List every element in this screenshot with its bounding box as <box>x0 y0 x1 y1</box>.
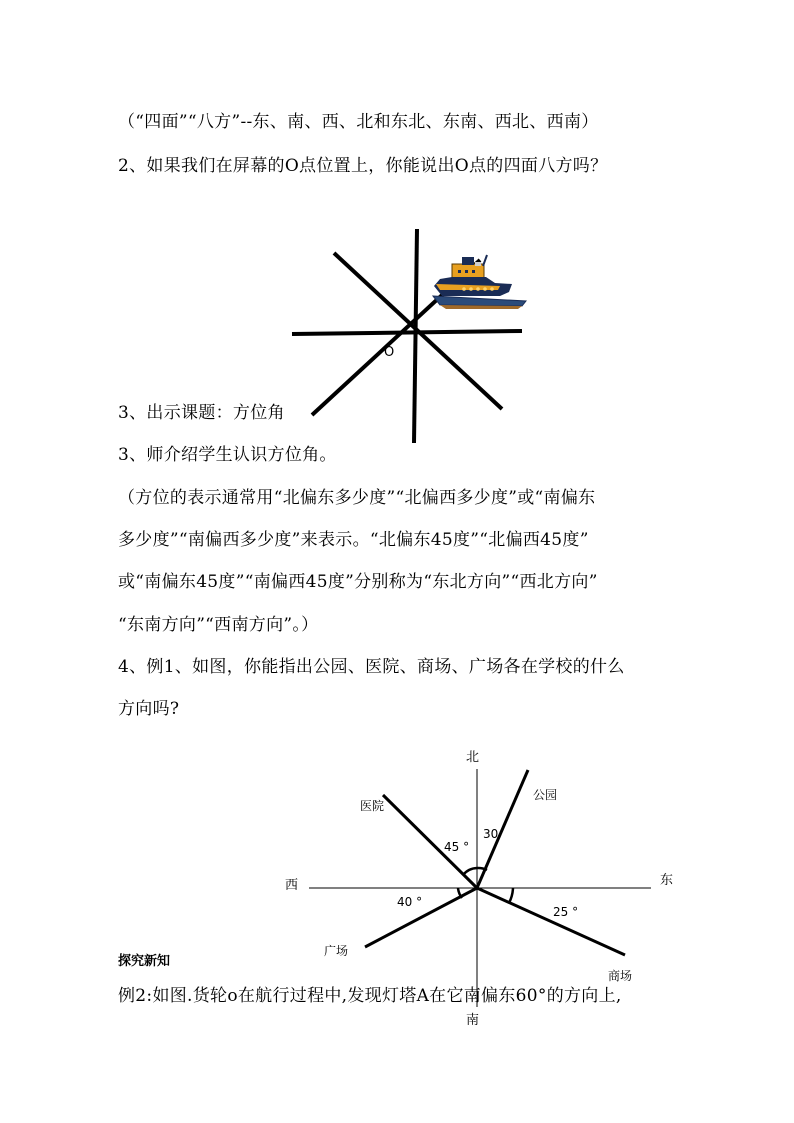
text-line-explain-4: “东南方向”“西南方向”。） <box>118 615 319 635</box>
plaza-label: 广场 <box>324 944 349 958</box>
text-line-topic: 3、出示课题：方位角 <box>118 403 285 423</box>
text-line-intro: 3、师介绍学生认识方位角。 <box>118 445 337 465</box>
angle-arc-hospital <box>463 868 477 875</box>
east-label: 东 <box>660 873 674 888</box>
north-label: 北 <box>466 750 480 765</box>
angle-label-mall: 25 ° <box>553 905 579 919</box>
text-line-question-2: 2、如果我们在屏幕的O点位置上，你能说出O点的四面八方吗？ <box>118 156 608 176</box>
angle-label-park: 30 <box>483 827 499 841</box>
angle-arc-park <box>477 868 487 870</box>
west-label: 西 <box>285 878 299 893</box>
text-line-explain-2: 多少度”“南偏西多少度”来表示。“北偏东45度”“北偏西45度” <box>118 530 589 550</box>
park-label: 公园 <box>533 788 558 802</box>
origin-label: O <box>384 345 395 360</box>
angle-label-plaza: 40 ° <box>397 895 423 909</box>
south-label: 南 <box>466 1013 480 1028</box>
text-line-explain-1: （方位的表示通常用“北偏东多少度”“北偏西多少度”或“南偏东 <box>118 488 596 508</box>
text-line-example-1: 4、例1、如图，你能指出公园、医院、商场、广场各在学校的什么 <box>118 657 625 677</box>
text-line-directions: （“四面”“八方”--东、南、西、北和东北、东南、西北、西南） <box>118 112 599 132</box>
text-line-example-1b: 方向吗? <box>118 699 180 719</box>
angle-label-hospital: 45 ° <box>444 840 470 854</box>
hospital-label: 医院 <box>360 799 385 813</box>
section-heading: 探究新知 <box>118 954 171 969</box>
mall-label: 商场 <box>608 969 633 983</box>
mall-ray <box>477 888 625 955</box>
text-line-example-2: 例2:如图.货轮o在航行过程中,发现灯塔A在它南偏东60°的方向上, <box>118 986 622 1006</box>
text-line-explain-3: 或“南偏东45度”“南偏西45度”分别称为“东北方向”“西北方向” <box>118 572 598 592</box>
angle-arc-mall <box>509 888 513 903</box>
